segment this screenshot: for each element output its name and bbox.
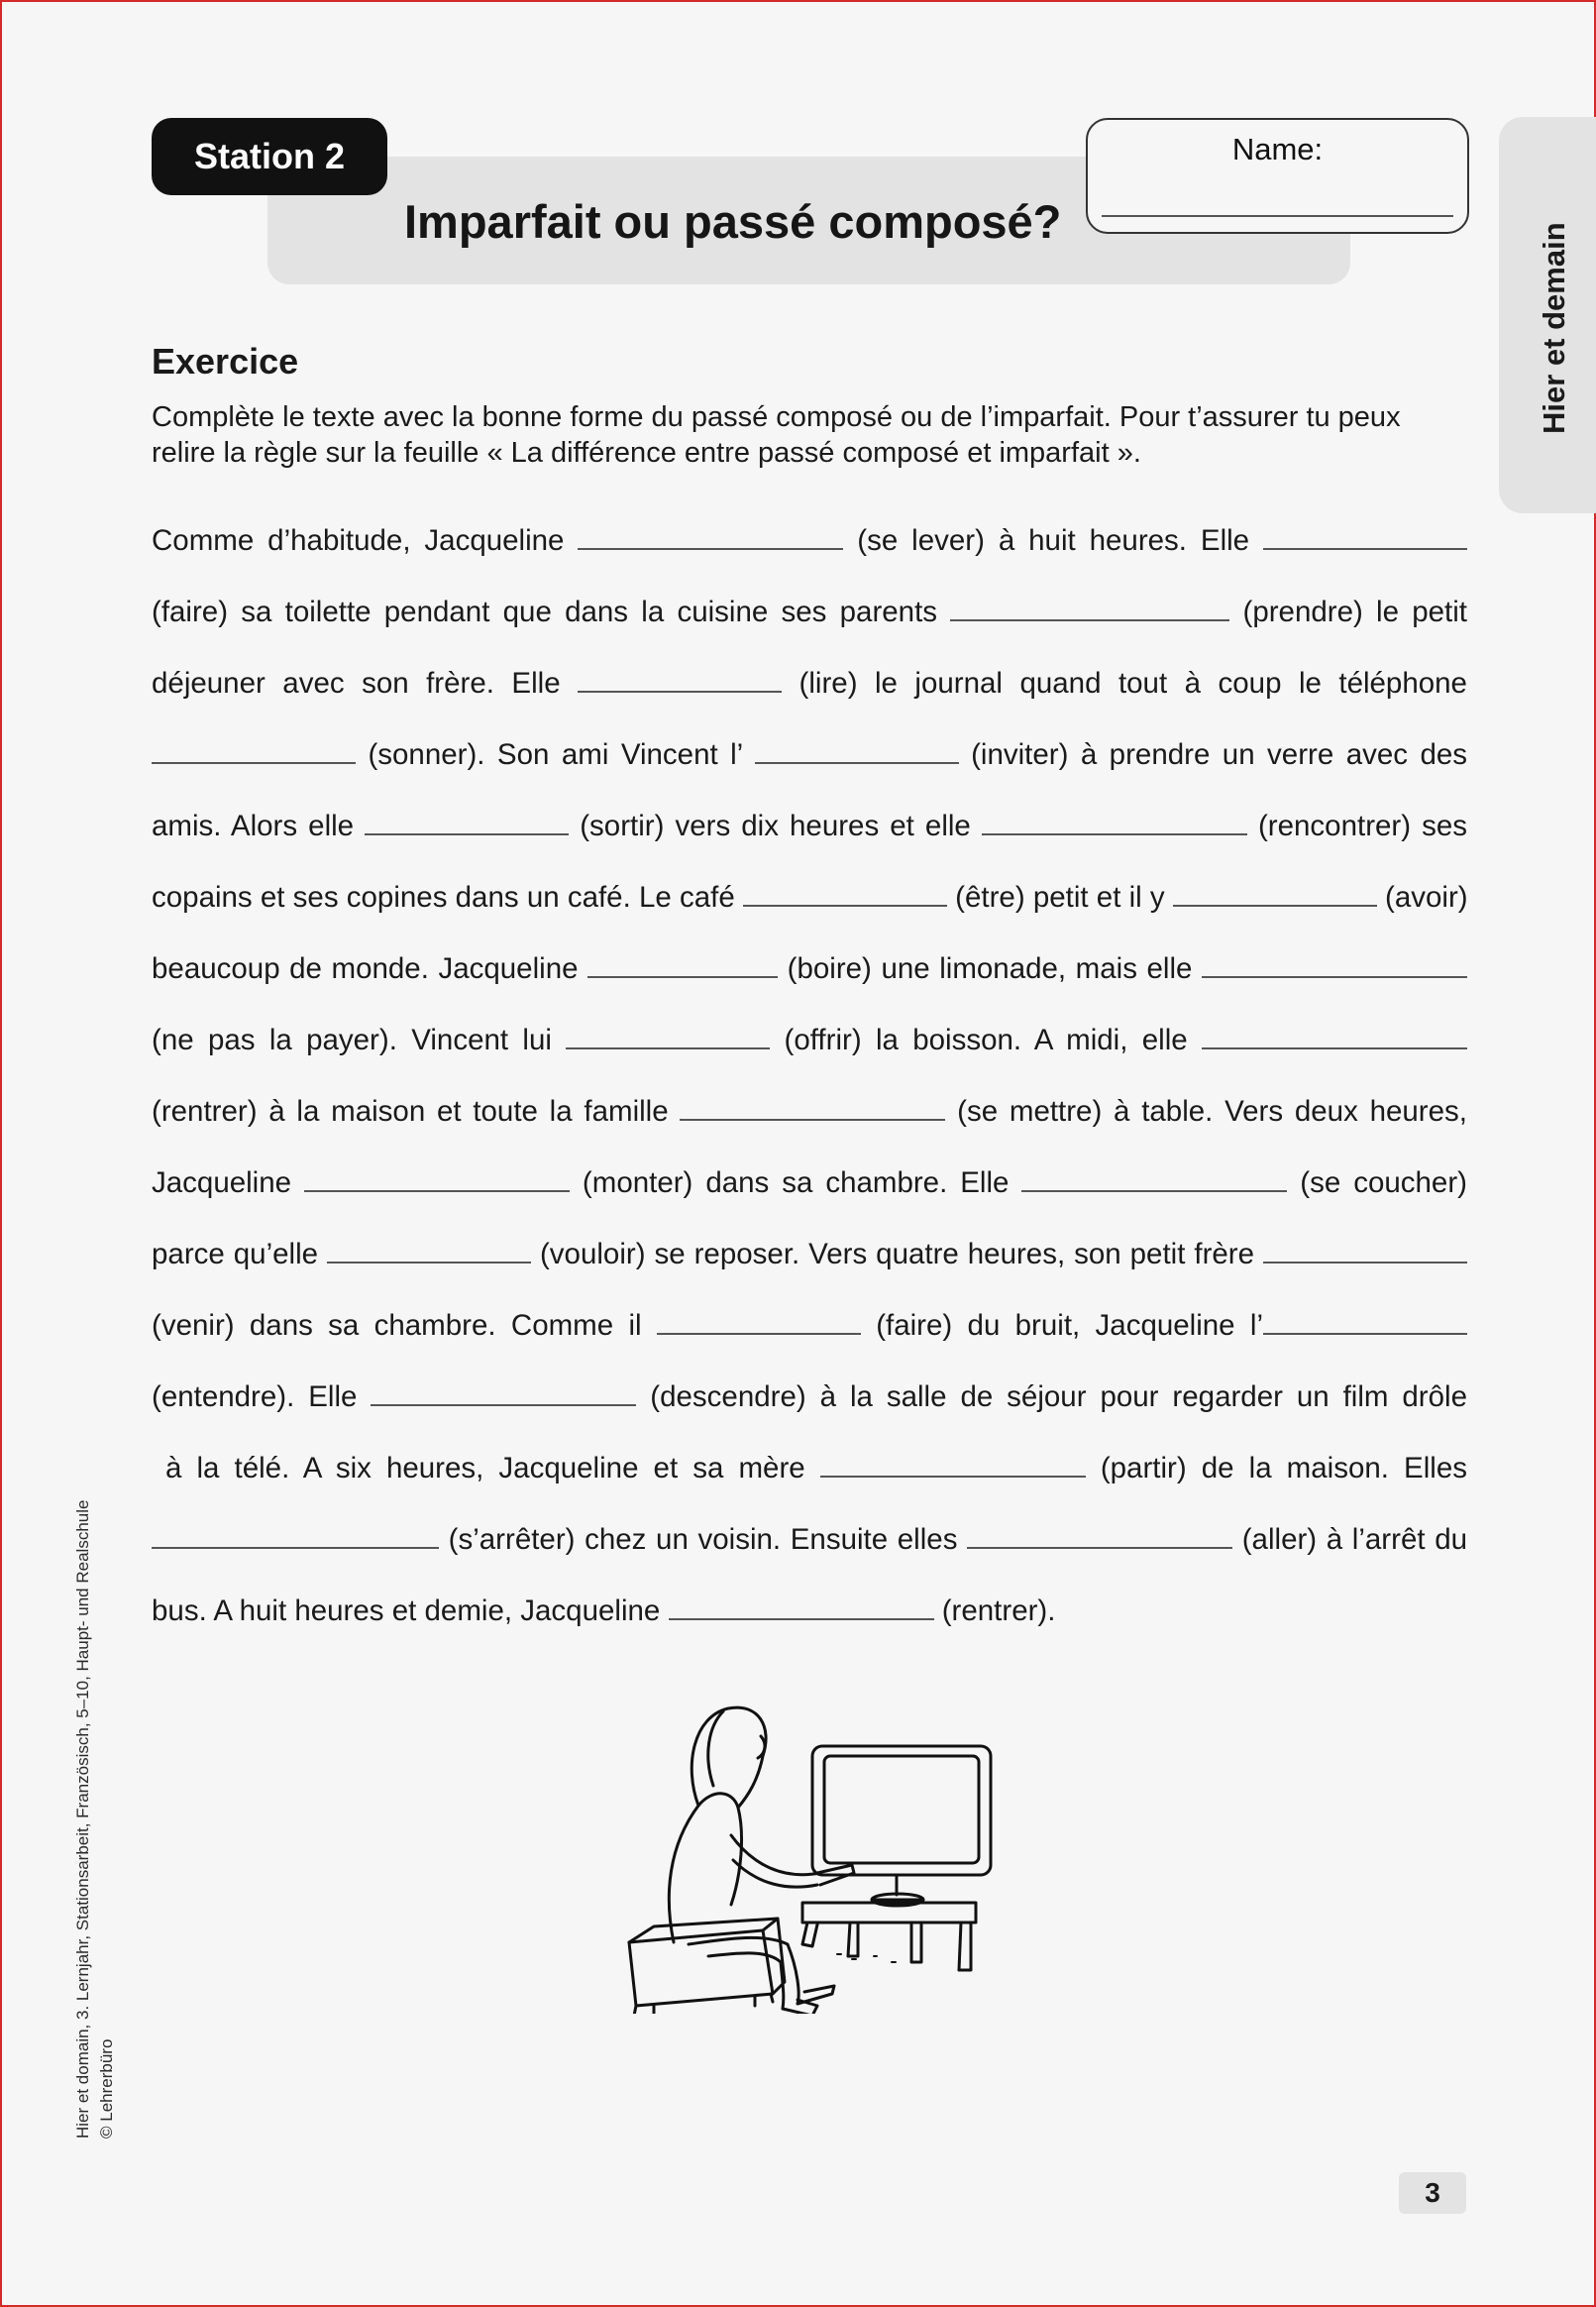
text-segment: beaucoup de monde. Jacqueline — [152, 952, 579, 985]
text-segment: (inviter) à prendre un verre avec des — [971, 738, 1468, 771]
answer-blank[interactable] — [304, 1168, 570, 1192]
text-line — [152, 1362, 1467, 1433]
answer-blank[interactable] — [820, 1454, 1086, 1478]
text-line — [152, 1576, 1467, 1647]
text-line — [152, 1076, 1467, 1148]
answer-blank[interactable] — [1263, 526, 1467, 550]
text-segment: Comme d’habitude, Jacqueline — [152, 524, 565, 557]
answer-blank[interactable] — [578, 526, 843, 550]
answer-blank[interactable] — [1202, 954, 1467, 978]
text-line — [152, 648, 1467, 719]
text-segment: (ne pas la payer). Vincent lui — [152, 1024, 552, 1056]
text-line — [152, 1504, 1467, 1576]
answer-blank[interactable] — [982, 812, 1247, 835]
answer-blank[interactable] — [1202, 1026, 1467, 1049]
text-line — [152, 1433, 1467, 1504]
text-line — [152, 1148, 1467, 1219]
answer-blank[interactable] — [327, 1240, 531, 1263]
text-segment: (partir) de la maison. Elles — [1100, 1452, 1467, 1484]
text-segment: (lire) le journal quand tout à coup le téléphone — [798, 667, 1467, 700]
text-segment: (descendre) à la salle de séjour pour regarder un film drôle — [650, 1380, 1467, 1413]
side-tab-label: Hier et demain — [1537, 222, 1571, 434]
text-segment: amis. Alors elle — [152, 810, 355, 842]
text-segment: (aller) à l’arrêt du — [1241, 1523, 1468, 1556]
text-segment: copains et ses copines dans un café. Le café — [152, 881, 735, 914]
answer-blank[interactable] — [669, 1596, 934, 1620]
text-segment: déjeuner avec son frère. Elle — [152, 667, 561, 700]
side-tab — [1499, 117, 1596, 513]
credit-line: Hier et domain, 3. Lernjahr, Stationsarbeit, Französisch, 5–10, Haupt- und Realschule — [73, 1499, 92, 2139]
answer-blank[interactable] — [1173, 883, 1377, 907]
answer-blank[interactable] — [587, 954, 778, 978]
answer-blank[interactable] — [657, 1311, 861, 1335]
text-line — [152, 862, 1467, 934]
text-segment: bus. A huit heures et demie, Jacqueline — [152, 1594, 661, 1627]
text-segment: (rentrer) à la maison et toute la famille — [152, 1095, 669, 1128]
answer-blank[interactable] — [743, 883, 947, 907]
text-segment: (se coucher) — [1300, 1166, 1467, 1199]
text-segment: (sonner). Son ami Vincent l’ — [368, 738, 743, 771]
answer-blank[interactable] — [365, 812, 569, 835]
answer-blank[interactable] — [950, 598, 1229, 621]
text-segment: (entendre). Elle — [152, 1380, 358, 1413]
text-segment: (rentrer). — [941, 1594, 1056, 1627]
text-segment: (offrir) la boisson. A midi, elle — [784, 1024, 1188, 1056]
page-title: Imparfait ou passé composé? — [404, 195, 1062, 248]
answer-blank[interactable] — [152, 740, 356, 764]
answer-blank[interactable] — [755, 740, 959, 764]
text-segment: (prendre) le petit — [1242, 596, 1467, 628]
name-field[interactable] — [1086, 118, 1469, 234]
answer-blank[interactable] — [1263, 1311, 1467, 1335]
exercise-instructions: Complète le texte avec la bonne forme du passé composé ou de l’imparfait. Pour t’assurer tu peux relire la règle sur la feuille « La différence entre passé composé et imparfait ». — [152, 401, 1401, 469]
answer-blank[interactable] — [1263, 1240, 1467, 1263]
text-line — [152, 1219, 1467, 1290]
text-segment: Jacqueline — [152, 1166, 292, 1199]
text-line — [152, 1290, 1467, 1362]
text-segment: parce qu’elle — [152, 1238, 319, 1270]
text-segment: (être) petit et il y — [955, 881, 1165, 914]
text-segment: à la télé. A six heures, Jacqueline et sa mère — [165, 1452, 805, 1484]
text-segment: (se lever) à huit heures. Elle — [857, 524, 1250, 557]
text-line — [152, 505, 1467, 577]
text-line — [152, 934, 1467, 1005]
exercise-heading: Exercice — [152, 341, 299, 382]
answer-blank[interactable] — [967, 1525, 1232, 1549]
station-badge: Station 2 — [152, 118, 387, 195]
text-segment: (monter) dans sa chambre. Elle — [582, 1166, 1010, 1199]
text-segment: (s’arrêter) chez un voisin. Ensuite elles — [448, 1523, 958, 1556]
answer-blank[interactable] — [566, 1026, 770, 1049]
cloze-text — [152, 505, 1467, 1647]
answer-blank[interactable] — [578, 669, 782, 693]
text-segment: (venir) dans sa chambre. Comme il — [152, 1309, 642, 1342]
text-segment: (faire) du bruit, Jacqueline l’ — [876, 1309, 1263, 1342]
text-line — [152, 577, 1467, 648]
text-segment: (faire) sa toilette pendant que dans la cuisine ses parents — [152, 596, 938, 628]
answer-blank[interactable] — [1021, 1168, 1287, 1192]
credit-publisher: © Lehrerbüro — [97, 2038, 116, 2139]
text-segment: (boire) une limonade, mais elle — [787, 952, 1193, 985]
answer-blank[interactable] — [371, 1382, 636, 1406]
text-line — [152, 791, 1467, 862]
copyright-credit — [71, 1500, 119, 2139]
text-segment: (sortir) vers dix heures et elle — [580, 810, 971, 842]
text-segment: (vouloir) se reposer. Vers quatre heures, son petit frère — [539, 1238, 1255, 1270]
page-number: 3 — [1399, 2172, 1466, 2214]
girl-watching-tv-illustration — [614, 1697, 1001, 2014]
answer-blank[interactable] — [152, 1525, 439, 1549]
text-line — [152, 1005, 1467, 1076]
name-input-line[interactable] — [1102, 215, 1453, 217]
text-segment: (se mettre) à table. Vers deux heures, — [957, 1095, 1467, 1128]
text-segment: (avoir) — [1385, 881, 1468, 914]
answer-blank[interactable] — [680, 1097, 945, 1121]
name-label: Name: — [1231, 132, 1324, 166]
text-line — [152, 719, 1467, 791]
text-segment: (rencontrer) ses — [1257, 810, 1468, 842]
